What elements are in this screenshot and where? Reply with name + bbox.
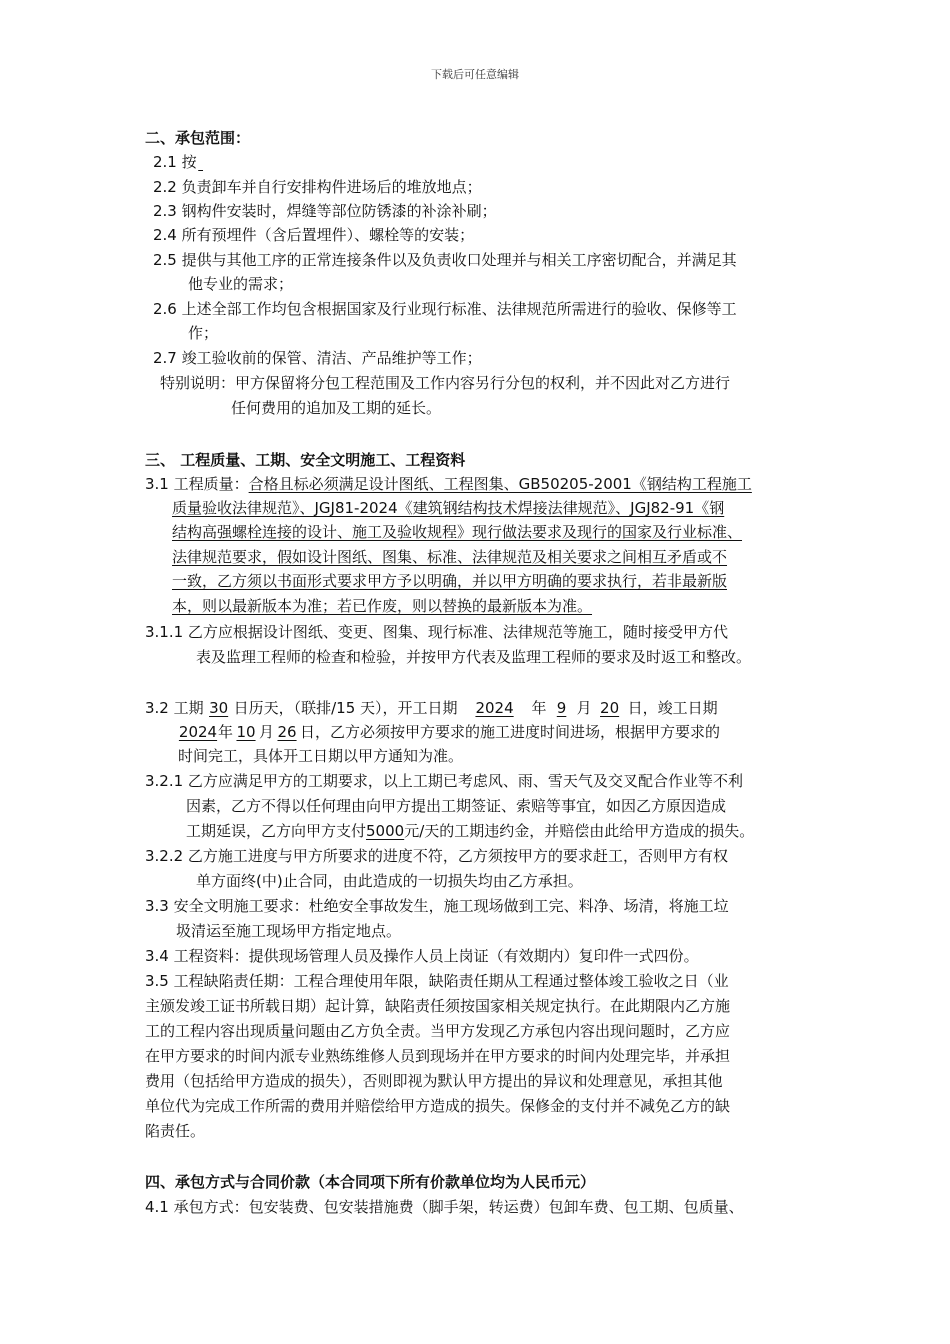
end-year-char: 年 <box>218 723 234 741</box>
clause-3-2-1-line-1: 3.2.1 乙方应满足甲方的工期要求，以上工期已考虑风、雨、雪天气及交叉配合作业等不利 <box>145 772 743 790</box>
clause-3-2-line-3: 时间完工，具体开工日期以甲方通知为准。 <box>178 747 464 765</box>
clause-3-4: 3.4 工程资料：提供现场管理人员及操作人员上岗证（有效期内）复印件一式四份。 <box>145 947 699 965</box>
item-2-4: 2.4 所有预埋件（含后置埋件）、螺栓等的安装； <box>153 226 475 244</box>
section-3-title: 三、 工程质量、工期、安全文明施工、工程资料 <box>145 451 466 469</box>
clause-3-2-1-line-2: 因素，乙方不得以任何理由向甲方提出工期签证、索赔等事宜，如因乙方原因造成 <box>186 797 727 815</box>
clause-3-1-label: 3.1 工程质量： <box>145 475 249 493</box>
item-2-1-text: 2.1 按 <box>153 153 197 171</box>
end-date-text: 日，乙方必须按甲方要求的施工进度时间进场，根据甲方要求的 <box>300 723 721 741</box>
clause-3-1-line-2: 质量验收法律规范》、JGJ81-2024《建筑钢结构技术焊接法律规范》、JGJ82-91《钢 <box>172 499 725 517</box>
item-2-1-blank <box>197 151 205 173</box>
item-2-7: 2.7 竣工验收前的保管、清洁、产品维护等工作； <box>153 349 482 367</box>
item-2-2: 2.2 负责卸车并自行安排构件进场后的堆放地点； <box>153 178 482 196</box>
special-note-line-2: 任何费用的追加及工期的延长。 <box>231 399 442 417</box>
clause-3-3-line-1: 3.3 安全文明施工要求：杜绝安全事故发生，施工现场做到工完、料净、场清，将施工垃 <box>145 897 729 915</box>
clause-3-5-line-4: 在甲方要求的时间内派专业熟练维修人员到现场并在甲方要求的时间内处理完毕，并承担 <box>145 1047 731 1065</box>
clause-3-1-line-1 <box>145 473 752 495</box>
clause-3-2-1-line-3 <box>186 820 754 842</box>
end-month: 10 <box>236 723 256 741</box>
clause-3-1-line-6: 本，则以最新版本为准；若已作废，则以替换的最新版本为准。 <box>172 597 593 615</box>
day-completion-text: 日，竣工日期 <box>627 699 718 717</box>
clause-4-1: 4.1 承包方式：包安装费、包安装措施费（脚手架，转运费）包卸车费、包工期、包质量、 <box>145 1198 744 1216</box>
special-note-line-1: 特别说明：甲方保留将分包工程范围及工作内容另行分包的权利，并不因此对乙方进行 <box>160 374 731 392</box>
clause-3-5-line-1: 3.5 工程缺陷责任期：工程合理使用年限，缺陷责任期从工程通过整体竣工验收之日（业 <box>145 972 729 990</box>
clause-3-1-line-4: 法律规范要求，假如设计图纸、图集、标准、法律规范及相关要求之间相互矛盾或不 <box>172 548 728 566</box>
period-text: 日历天，（联排/15 天），开工日期 <box>233 699 458 717</box>
start-year: 2024 <box>475 699 514 717</box>
item-2-3: 2.3 钢构件安装时，焊缝等部位防锈漆的补涂补刷； <box>153 202 497 220</box>
item-2-1 <box>153 151 205 173</box>
clause-3-2-line-2 <box>178 721 720 743</box>
start-day: 20 <box>600 699 620 717</box>
month-char: 月 <box>576 699 592 717</box>
clause-3-1-line-3: 结构高强螺栓连接的设计、施工及验收规程》现行做法要求及现行的国家及行业标准、 <box>172 523 743 541</box>
page-header: 下载后可任意编辑 <box>431 68 519 81</box>
clause-3-1-1-line-1: 3.1.1 乙方应根据设计图纸、变更、图集、现行标准、法律规范等施工，随时接受甲方代 <box>145 623 728 641</box>
clause-3-1-line-5: 一致，乙方须以书面形式要求甲方予以明确，并以甲方明确的要求执行，若非最新版 <box>172 572 728 590</box>
clause-3-5-line-6: 单位代为完成工作所需的费用并赔偿给甲方造成的损失。保修金的支付并不减免乙方的缺 <box>145 1097 731 1115</box>
section-4-title: 四、承包方式与合同价款（本合同项下所有价款单位均为人民币元） <box>145 1173 596 1191</box>
penalty-text-2: 元/天的工期违约金，并赔偿由此给甲方造成的损失。 <box>404 822 755 840</box>
item-2-6-line-2: 作； <box>188 324 219 342</box>
clause-3-1-text: 合格且标必须满足设计图纸、工程图集、GB50205-2001《钢结构工程施工 <box>248 475 752 493</box>
clause-3-5-line-2: 主颁发竣工证书所载日期）起计算，缺陷责任须按国家相关规定执行。在此期限内乙方施 <box>145 997 731 1015</box>
clause-3-1-1-line-2: 表及监理工程师的检查和检验，并按甲方代表及监理工程师的要求及时返工和整改。 <box>196 648 752 666</box>
clause-3-5-line-3: 工的工程内容出现质量问题由乙方负全责。当甲方发现乙方承包内容出现问题时，乙方应 <box>145 1022 731 1040</box>
section-2-title: 二、承包范围： <box>145 129 251 147</box>
item-2-6-line-1: 2.6 上述全部工作均包含根据国家及行业现行标准、法律规范所需进行的验收、保修等工 <box>153 300 737 318</box>
period-days: 30 <box>209 699 229 717</box>
end-year: 2024 <box>178 723 218 741</box>
end-day: 26 <box>277 723 297 741</box>
item-2-5-line-1: 2.5 提供与其他工序的正常连接条件以及负责收口处理并与相关工序密切配合，并满足其 <box>153 251 737 269</box>
clause-3-2-2-line-2: 单方面终(中)止合同，由此造成的一切损失均由乙方承担。 <box>196 872 583 890</box>
clause-3-5-line-7: 陷责任。 <box>145 1122 206 1140</box>
penalty-amount: 5000 <box>366 822 405 840</box>
clause-3-5-line-5: 费用（包括给甲方造成的损失），否则即视为默认甲方提出的异议和处理意见，承担其他 <box>145 1072 723 1090</box>
year-char: 年 <box>531 699 547 717</box>
clause-3-2-line-1 <box>145 697 718 719</box>
item-2-5-line-2: 他专业的需求； <box>188 275 294 293</box>
penalty-text-1: 工期延误，乙方向甲方支付 <box>186 822 367 840</box>
clause-3-3-line-2: 圾清运至施工现场甲方指定地点。 <box>176 922 402 940</box>
period-label: 3.2 工期 <box>145 699 204 717</box>
clause-3-2-2-line-1: 3.2.2 乙方施工进度与甲方所要求的进度不符，乙方须按甲方的要求赶工，否则甲方有权 <box>145 847 728 865</box>
end-month-char: 月 <box>259 723 275 741</box>
start-month: 9 <box>556 699 567 717</box>
